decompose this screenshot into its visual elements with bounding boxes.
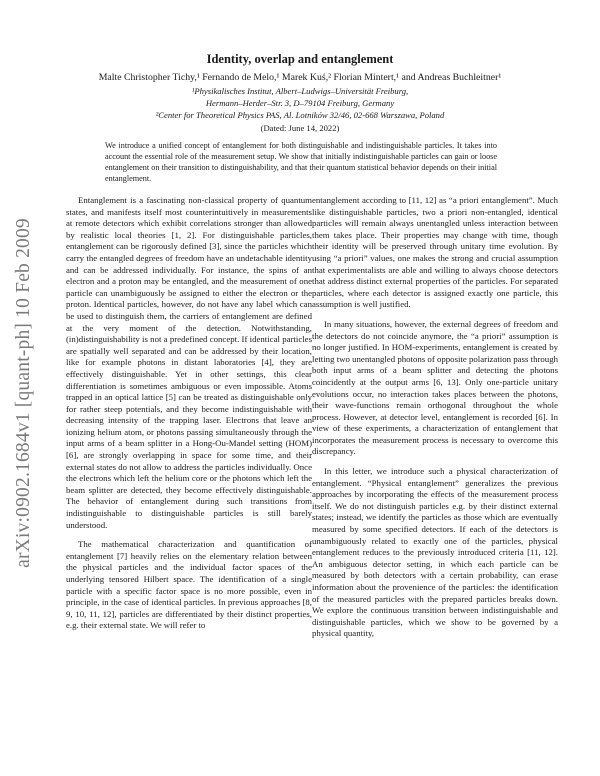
paragraph: In this letter, we introduce such a physical characterization of entanglement. “Physical entanglement” generalizes the previous approaches by incorporating the effects of the measurement process itself. We do not distinguish particles e.g. by their distinct external states; instead, we identify the particles as those which are eventually measured by some specified detectors. If each of the detectors is unambiguously related to exactly one of the particles, physical entanglement reduces to the previously introduced criteria [11, 12]. An ambiguous detector setting, in which each particle can be measured by both detectors with a certain probability, can erase information about the provenience of the particles: the identification of the measured particles with the prepared particles breaks down. We explore the continuous transition between indistinguishable and distinguishable particles, which we show to be governed by a physical quantity, — [312, 466, 558, 639]
paragraph: The mathematical characterization and quantification of entanglement [7] heavily relies on the elementary relation between the physical particles and the individual factor spaces of the underlying tensored Hilbert space. The identification of a single particle with a specific factor space is no more possible, even in principle, in the case of identical particles. In previous approaches [8, 9, 10, 11, 12], particles are differentiated by their distinct properties, e.g. their external state. We will refer to — [66, 539, 312, 631]
date-line: (Dated: June 14, 2022) — [260, 123, 340, 133]
arxiv-identifier: arXiv:0902.1684v1 [quant-ph] 10 Feb 2009 — [13, 218, 34, 568]
affiliation-1-address: Hermann–Herder–Str. 3, D–79104 Freiburg, Germany — [205, 98, 395, 108]
arxiv-identifier-stamp — [4, 168, 44, 618]
paragraph: Entanglement is a fascinating non-classical property of quantum states, and manifests itself most counterintuitively in measurements at remote detectors which exhibit correlations stronger than allowed by realistic local theories [1, 2]. For distinguishable particles, entanglement can be rigorously defined [3], since the particles which carry the entangled degrees of freedom have an undetachable identity and can be addressed individually. For instance, the spins of an electron and a proton may be entangled, and the measurement of one particle can unambiguously be assigned to either the electron or the proton. Identical particles, however, do not have any label which can be used to distinguish them, the carriers of entanglement are defined at the very moment of the detection. Notwithstanding, (in)distinguishability is not a predefined concept. If identical particles are spatially well separated and can be addressed by their location, like for example photons in distant laboratories [4], they are effectively distinguishable. Yet in other settings, this clear differentiation is sometimes ambiguous or even impossible. Atoms trapped in an optical lattice [5] can be treated as distinguishable only for rather steep potentials, and they become indistinguishable with decreasing intensity of the trapping laser. Electrons that leave an ionizing helium atom, or photons passing simultaneously through the input arms of a beam splitter in a Hong-Ou-Mandel setting (HOM) [6], are strongly overlapping in space for some time, and their external states do not allow to address the particles individually. Once the electrons which left the helium core or the photons which left the beam splitter are detected, they become effectively distinguishable. The behavior of entanglement during such transitions from indistinguishable to distinguishable particles is still barely understood. — [66, 195, 312, 530]
affiliation-2: ²Center for Theoretical Physics PAS, Al. Lotników 32/46, 02-668 Warszawa, Poland — [155, 110, 445, 120]
affiliation-1: ¹Physikalisches Institut, Albert–Ludwigs–Universität Freiburg, — [191, 86, 409, 96]
paragraph: In many situations, however, the external degrees of freedom and the detectors do not coincide anymore, the “a priori” assumption is no longer justified. In HOM-experiments, entanglement is created by letting two unentangled photons of opposite polarization pass through both input arms of a beam splitter and detecting the photons coincidently at the output arms [6, 13]. Only one-particle unitary evolutions occur, no interaction takes places between the photons, their wave-functions remain orthogonal throughout the whole process. However, at detector level, entanglement is recorded [6]. In view of these experiments, a characterization of entanglement that incorporates the measurement process is necessary to overcome this discrepancy. — [312, 318, 558, 457]
abstract: We introduce a unified concept of entanglement for both distinguishable and indistinguishable particles. It takes into account the essential role of the measurement setup. We show that initially indistinguishable particles can gain or loose entanglement on their transition to distinguishability, and that their quantum statistical behavior depends on their initial entanglement. — [105, 141, 497, 183]
author-list: Malte Christopher Tichy,¹ Fernando de Melo,¹ Marek Kuś,² Florian Mintert,¹ and Andreas Buchleitner¹ — [98, 72, 502, 83]
body-column-left — [66, 195, 312, 640]
paper-title: Identity, overlap and entanglement — [206, 52, 394, 66]
paragraph: entanglement according to [11, 12] as “a priori entanglement”. Much like distinguishable particles, two a priori non-entangled, identical particles will remain always unentangled unless interaction between them takes place. Their properties may change with time, though their identity will be preserved through unitary time evolution. By using “a priori” values, one makes the strong and crucial assumption that experimentalists are able and willing to always choose detectors that address distinct external properties of the particles. For separated particles, where each detector is assigned exactly one particle, this assumption is well justified. — [312, 195, 558, 310]
body-column-right — [312, 195, 558, 648]
